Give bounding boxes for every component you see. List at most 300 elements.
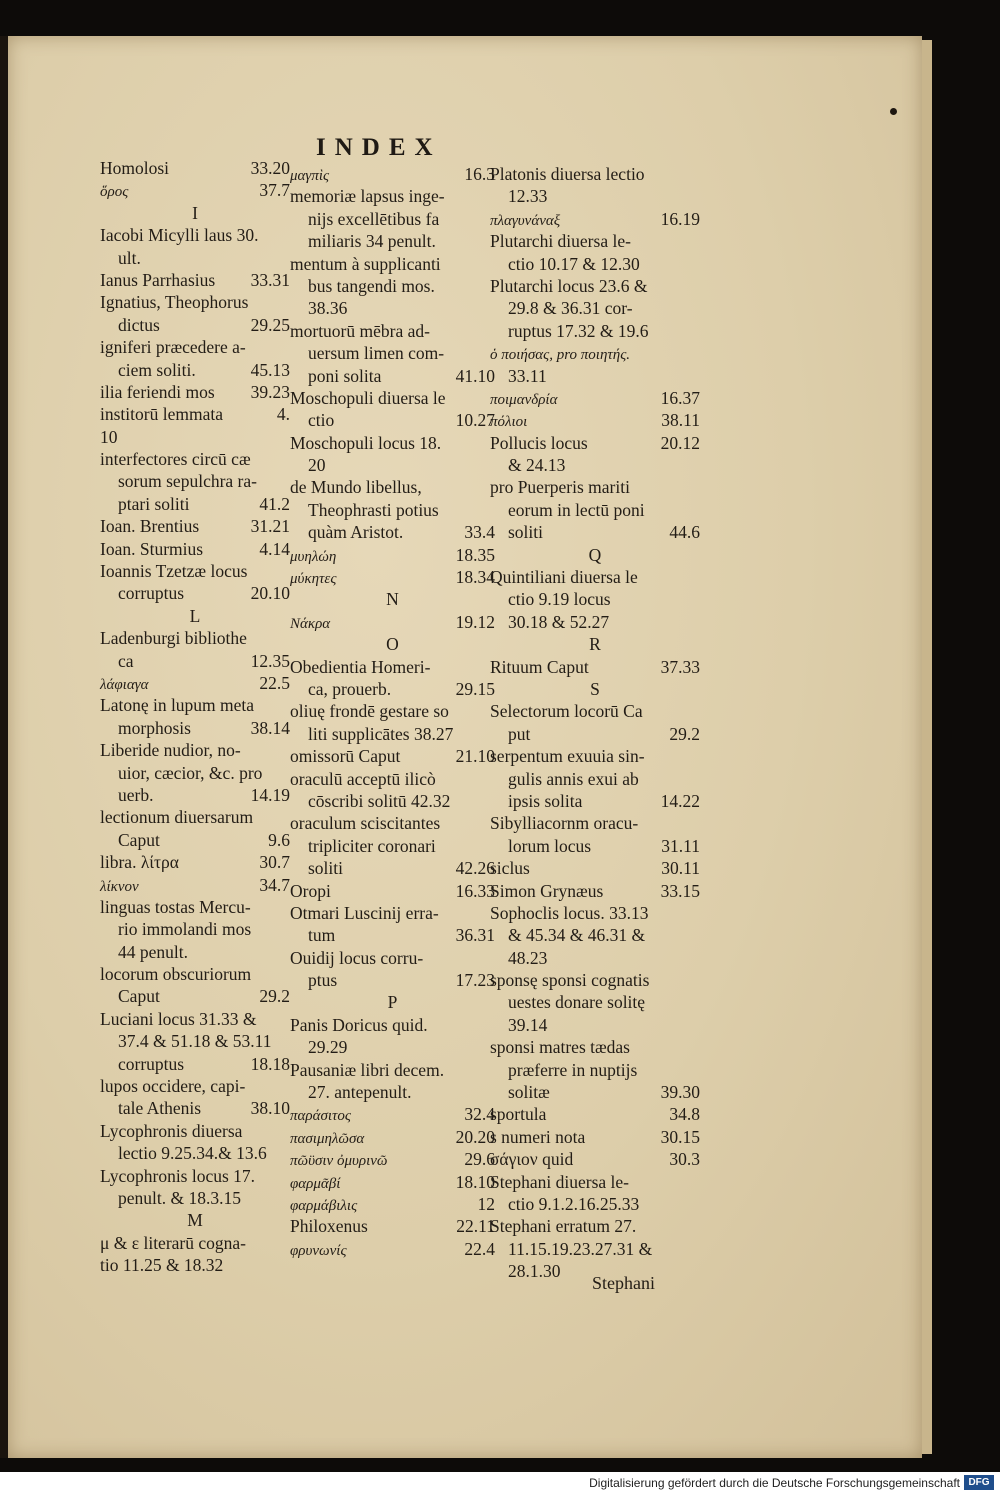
dfg-logo: DFG [964,1475,994,1490]
entry-text: Νάκρα [290,615,331,632]
index-entry [100,1030,290,1052]
index-letter-heading [490,678,700,700]
index-entry [490,1238,700,1260]
entry-text: s numeri nota [490,1126,586,1147]
entry-text: sponsę sponsi cognatis [490,970,650,991]
index-entry [100,672,290,694]
entry-text: Plutarchi locus 23.6 & [490,275,648,296]
index-entry [490,745,700,767]
entry-text: pro Puerperis mariti [490,477,630,498]
index-entry [490,432,700,454]
index-entry [290,1171,495,1193]
index-entry [290,969,495,991]
entry-text: Otmari Luscinij erra- [290,902,439,923]
index-entry [290,1193,495,1215]
index-entry [490,1171,700,1193]
entry-page-ref: 29.25 [250,314,290,335]
index-entry [490,185,700,207]
entry-text: 48.23 [508,947,548,968]
entry-page-ref: 18.34 [455,567,495,588]
entry-text: 44 penult. [118,941,188,962]
index-entry [490,1193,700,1215]
entry-text: 29.29 [308,1037,348,1058]
entry-page-ref: 4.14 [259,538,290,559]
index-entry [290,857,495,879]
index-entry [290,365,495,387]
entry-page-ref: 42.26 [455,858,495,879]
index-entry [290,320,495,342]
entry-text: serpentum exuuia sin- [490,746,645,767]
entry-page-ref: 20.20 [455,1126,495,1147]
entry-text: σάγιον quid [490,1149,574,1170]
entry-page-ref: 30.3 [669,1149,700,1170]
index-entry [290,544,495,566]
index-entry [100,359,290,381]
index-entry [100,224,290,246]
entry-text: igniferi præcedere a- [100,337,246,358]
index-entry [490,947,700,969]
entry-text: ctio 9.1.2.16.25.33 [508,1193,640,1214]
entry-text: omissorū Caput [290,746,401,767]
entry-page-ref: 30.11 [661,858,700,879]
entry-text: 10 [100,426,118,447]
index-column-2 [290,163,495,1260]
entry-text: libra. λίτρα [100,852,179,873]
index-entry [290,1036,495,1058]
entry-text: ipsis solita [508,790,583,811]
entry-text: mentum à supplicanti [290,253,441,274]
index-entry [490,230,700,252]
entry-text: mortuorū mēbra ad- [290,320,430,341]
index-entry [490,566,700,588]
entry-text: oliuę frondē gestare so [290,701,449,722]
index-letter-heading [100,605,290,627]
entry-page-ref: 9.6 [268,829,290,850]
entry-page-ref: 29.6 [464,1149,495,1170]
entry-text: S [590,678,600,699]
index-entry [290,947,495,969]
index-entry [490,969,700,991]
entry-text: Stephani diuersa le- [490,1171,629,1192]
index-entry [490,1215,700,1237]
entry-text: morphosis [118,717,191,738]
entry-page-ref: 33.15 [660,880,700,901]
entry-text: P [387,992,398,1013]
index-entry [490,342,700,364]
index-letter-heading [100,202,290,224]
entry-text: Latonę in lupum meta [100,695,255,716]
entry-text: 20 [308,455,326,476]
index-entry [490,700,700,722]
entry-text: sponsi matres tædas [490,1037,630,1058]
entry-text: L [189,605,201,626]
entry-text: quàm Aristot. [308,522,404,543]
entry-page-ref: 29.2 [669,723,700,744]
index-entry [290,880,495,902]
index-entry [490,1126,700,1148]
entry-page-ref: 22.4 [464,1238,495,1259]
index-entry [100,874,290,896]
index-entry [100,1187,290,1209]
entry-page-ref: 31.11 [661,835,700,856]
footer-bar [0,1472,1000,1494]
index-entry [100,269,290,291]
index-entry [490,1081,700,1103]
index-entry [490,924,700,946]
index-letter-heading [290,991,495,1013]
entry-text: poni solita [308,365,382,386]
entry-page-ref: 29.15 [455,678,495,699]
index-entry [490,320,700,342]
catchword: Stephani [592,1273,655,1293]
entry-text: Ouidij locus corru- [290,947,424,968]
index-letter-heading [490,544,700,566]
entry-text: soliti [308,858,344,879]
index-entry [100,1008,290,1030]
entry-text: Ioannis Tzetzæ locus [100,561,248,582]
entry-text: uerb. [118,784,154,805]
entry-page-ref: 22.5 [259,672,290,693]
entry-page-ref: 12.35 [250,650,290,671]
entry-page-ref: 18.18 [250,1053,290,1074]
index-entry [290,387,495,409]
entry-page-ref: 38.14 [250,717,290,738]
entry-text: Ianus Parrhasius [100,269,216,290]
entry-text: παράσιτος [290,1108,351,1125]
entry-text: nijs excellētibus fa [308,208,440,229]
index-entry [490,723,700,745]
index-entry [290,902,495,924]
entry-text: liti supplicātes 38.27 [308,723,454,744]
index-entry [100,985,290,1007]
entry-text: 39.14 [508,1014,548,1035]
entry-text: Theophrasti potius [308,499,439,520]
entry-text: ult. [118,247,141,268]
entry-text: gulis annis exui ab [508,768,639,789]
entry-text: tripliciter coronari [308,835,436,856]
entry-text: Sophoclis locus. 33.13 [490,902,649,923]
entry-text: φαρμᾶβί [290,1175,341,1192]
entry-text: ptari soliti [118,493,190,514]
entry-page-ref: 4. [276,404,290,425]
index-entry [100,851,290,873]
entry-page-ref: 41.10 [455,365,495,386]
entry-text: λάφιαγα [100,676,149,693]
entry-text: siclus [490,858,530,879]
index-entry [290,566,495,588]
index-entry [100,896,290,918]
entry-text: λίκνον [100,878,139,895]
entry-text: Simon Grynæus [490,880,604,901]
entry-text: Caput [118,829,160,850]
entry-page-ref: 14.19 [250,784,290,805]
entry-text: Sibylliacornm oracu- [490,813,639,834]
entry-page-ref: 36.31 [455,925,495,946]
index-entry [490,588,700,610]
entry-text: μ & ε literarū cogna- [100,1232,246,1253]
entry-text: miliaris 34 penult. [308,231,436,252]
entry-text: linguas tostas Mercu- [100,896,251,917]
entry-text: Ioan. Brentius [100,516,200,537]
entry-text: Pollucis locus [490,432,588,453]
index-entry [290,790,495,812]
entry-page-ref: 20.10 [250,583,290,604]
entry-page-ref: 22.11 [456,1216,495,1237]
index-entry [100,291,290,313]
entry-text: ctio [308,410,335,431]
index-entry [290,476,495,498]
index-entry [490,499,700,521]
entry-text: 38.36 [308,298,348,319]
entry-text: 27. antepenult. [308,1082,412,1103]
index-entry [290,700,495,722]
index-entry [290,1148,495,1170]
index-entry [490,1014,700,1036]
entry-text: lectionum diuersarum [100,807,254,828]
index-entry [100,941,290,963]
entry-page-ref: 31.21 [250,516,290,537]
index-entry [290,1238,495,1260]
entry-page-ref: 32.4 [464,1104,495,1125]
index-column-1 [100,157,290,1277]
index-entry [100,694,290,716]
index-entry [290,678,495,700]
entry-text: ciem soliti. [118,359,196,380]
entry-text: Panis Doricus quid. [290,1014,428,1035]
index-entry [290,1215,495,1237]
index-entry [290,454,495,476]
entry-text: Moschopuli locus 18. [290,432,442,453]
entry-text: 37.4 & 51.18 & 53.11 [118,1031,272,1052]
index-entry [290,1081,495,1103]
entry-text: ca [118,650,134,671]
entry-page-ref: 18.35 [455,544,495,565]
entry-text: ὁ ποιήσας, pro ποιητής. [490,347,631,364]
entry-page-ref: 39.30 [660,1082,700,1103]
index-entry [490,208,700,230]
entry-text: μαγπὶς [290,168,330,184]
index-entry [490,880,700,902]
index-entry [290,1103,495,1125]
index-letter-heading [290,633,495,655]
index-entry [100,762,290,784]
entry-text: tum [308,925,336,946]
entry-text: corruptus [118,1053,185,1074]
entry-text: 29.8 & 36.31 cor- [508,298,633,319]
entry-page-ref: 17.23 [455,970,495,991]
index-entry [100,739,290,761]
index-entry [290,432,495,454]
entry-text: ποιμανδρία [490,391,558,408]
index-letter-heading [290,588,495,610]
entry-text: ctio 9.19 locus [508,589,611,610]
entry-page-ref: 33.4 [464,522,495,543]
index-entry [100,963,290,985]
index-entry [490,835,700,857]
index-entry [290,835,495,857]
entry-text: Stephani erratum 27. [490,1216,637,1237]
entry-text: 12.33 [508,186,548,207]
index-letter-heading [490,633,700,655]
index-entry [100,314,290,336]
index-entry [100,470,290,492]
entry-text: & 45.34 & 46.31 & [508,925,646,946]
entry-text: Moschopuli diuersa le [290,387,446,408]
index-title: INDEX [316,134,442,161]
index-entry [100,582,290,604]
index-entry [290,163,495,185]
ink-dot [890,108,897,115]
entry-page-ref: 16.19 [660,208,700,229]
index-entry [290,230,495,252]
index-entry [100,1254,290,1276]
entry-text: uestes donare solitę [508,992,646,1013]
index-entry [100,1053,290,1075]
index-entry [100,336,290,358]
index-entry [290,723,495,745]
index-entry [290,342,495,364]
page-edge [922,40,932,1454]
entry-text: ὅρος [100,184,129,201]
index-entry [490,476,700,498]
entry-text: Ioan. Sturmius [100,538,204,559]
index-entry [100,806,290,828]
index-entry [290,275,495,297]
index-entry [100,448,290,470]
index-column-3 [490,163,700,1283]
entry-text: corruptus [118,583,185,604]
index-entry [100,1232,290,1254]
entry-page-ref: 20.12 [660,432,700,453]
index-entry [100,247,290,269]
index-entry [100,717,290,739]
entry-text: uior, cæcior, &c. pro [118,762,263,783]
entry-text: Lycophronis locus 17. [100,1165,256,1186]
index-entry [290,1014,495,1036]
entry-text: Pausaniæ libri decem. [290,1059,445,1080]
entry-text: lorum locus [508,835,592,856]
entry-text: memoriæ lapsus inge- [290,186,445,207]
entry-text: N [386,589,399,610]
entry-text: Ignatius, Theophorus [100,292,249,313]
entry-page-ref: 30.15 [660,1126,700,1147]
entry-text: oraculum sciscitantes [290,813,441,834]
index-entry [100,1120,290,1142]
entry-page-ref: 41.2 [259,493,290,514]
index-entry [290,611,495,633]
entry-page-ref: 37.7 [259,180,290,201]
entry-page-ref: 16.3 [464,164,495,184]
entry-text: Q [588,544,602,565]
entry-text: μύκητες [290,571,337,588]
index-entry [100,515,290,537]
entry-text: ctio 10.17 & 12.30 [508,253,640,274]
index-entry [100,1165,290,1187]
entry-text: 28.1.30 [508,1261,561,1282]
index-entry [100,627,290,649]
entry-text: φαρμάβιλις [290,1197,358,1214]
entry-text: 30.18 & 52.27 [508,611,610,632]
entry-page-ref: 16.37 [660,387,700,408]
entry-text: dictus [118,314,160,335]
index-entry [490,454,700,476]
index-entry [490,790,700,812]
entry-text: Selectorum locorū Ca [490,701,643,722]
index-entry [100,1097,290,1119]
index-entry [290,1059,495,1081]
entry-text: uersum limen com- [308,343,445,364]
entry-text: Caput [118,986,160,1007]
index-entry [490,1059,700,1081]
index-entry [100,538,290,560]
index-entry [490,1148,700,1170]
index-entry [290,656,495,678]
index-entry [100,157,290,179]
entry-page-ref: 30.7 [259,852,290,873]
index-entry [490,1036,700,1058]
entry-text: eorum in lectū poni [508,499,645,520]
entry-text: πῶϋσιν ὀμυρινῶ [290,1153,388,1170]
index-entry [290,253,495,275]
entry-text: Liberide nudior, no- [100,740,241,761]
entry-text: Lycophronis diuersa [100,1120,243,1141]
entry-text: sorum sepulchra ra- [118,471,257,492]
entry-page-ref: 12 [477,1193,495,1214]
index-entry [490,1103,700,1125]
entry-text: rio immolandi mos [118,919,252,940]
index-entry [290,208,495,230]
entry-text: πλαγυνάναξ [490,212,561,229]
index-entry [290,499,495,521]
entry-text: sportula [490,1104,547,1125]
entry-text: lupos occidere, capi- [100,1076,246,1097]
entry-text: μυηλώη [290,548,337,565]
entry-text: oraculū acceptū ilicò [290,768,436,789]
index-entry [290,521,495,543]
entry-page-ref: 33.20 [250,158,290,178]
index-entry [290,768,495,790]
entry-text: M [187,1210,203,1231]
index-entry [100,784,290,806]
entry-page-ref: 29.2 [259,986,290,1007]
entry-text: cōscribi solitū 42.32 [308,790,451,811]
entry-page-ref: 44.6 [669,522,700,543]
index-entry [490,275,700,297]
entry-page-ref: 10.27 [455,410,495,431]
index-entry [490,365,700,387]
index-entry [290,297,495,319]
entry-page-ref: 38.11 [661,410,700,431]
entry-page-ref: 39.23 [250,381,290,402]
index-entry [290,1126,495,1148]
index-entry [490,902,700,924]
entry-text: Homolosi [100,158,170,178]
entry-text: Ladenburgi bibliothe [100,628,247,649]
index-entry [100,403,290,425]
index-entry [490,991,700,1013]
entry-text: tale Athenis [118,1098,202,1119]
entry-text: Plutarchi diuersa le- [490,231,631,252]
entry-text: solitæ [508,1082,550,1103]
entry-text: 33.11 [508,365,547,386]
entry-text: locorum obscuriorum [100,964,252,985]
entry-text: præferre in nuptijs [508,1059,638,1080]
entry-text: Oropi [290,880,331,901]
index-entry [490,521,700,543]
entry-text: φρυνωνίς [290,1242,347,1259]
entry-page-ref: 37.33 [660,656,700,677]
entry-page-ref: 19.12 [455,611,495,632]
